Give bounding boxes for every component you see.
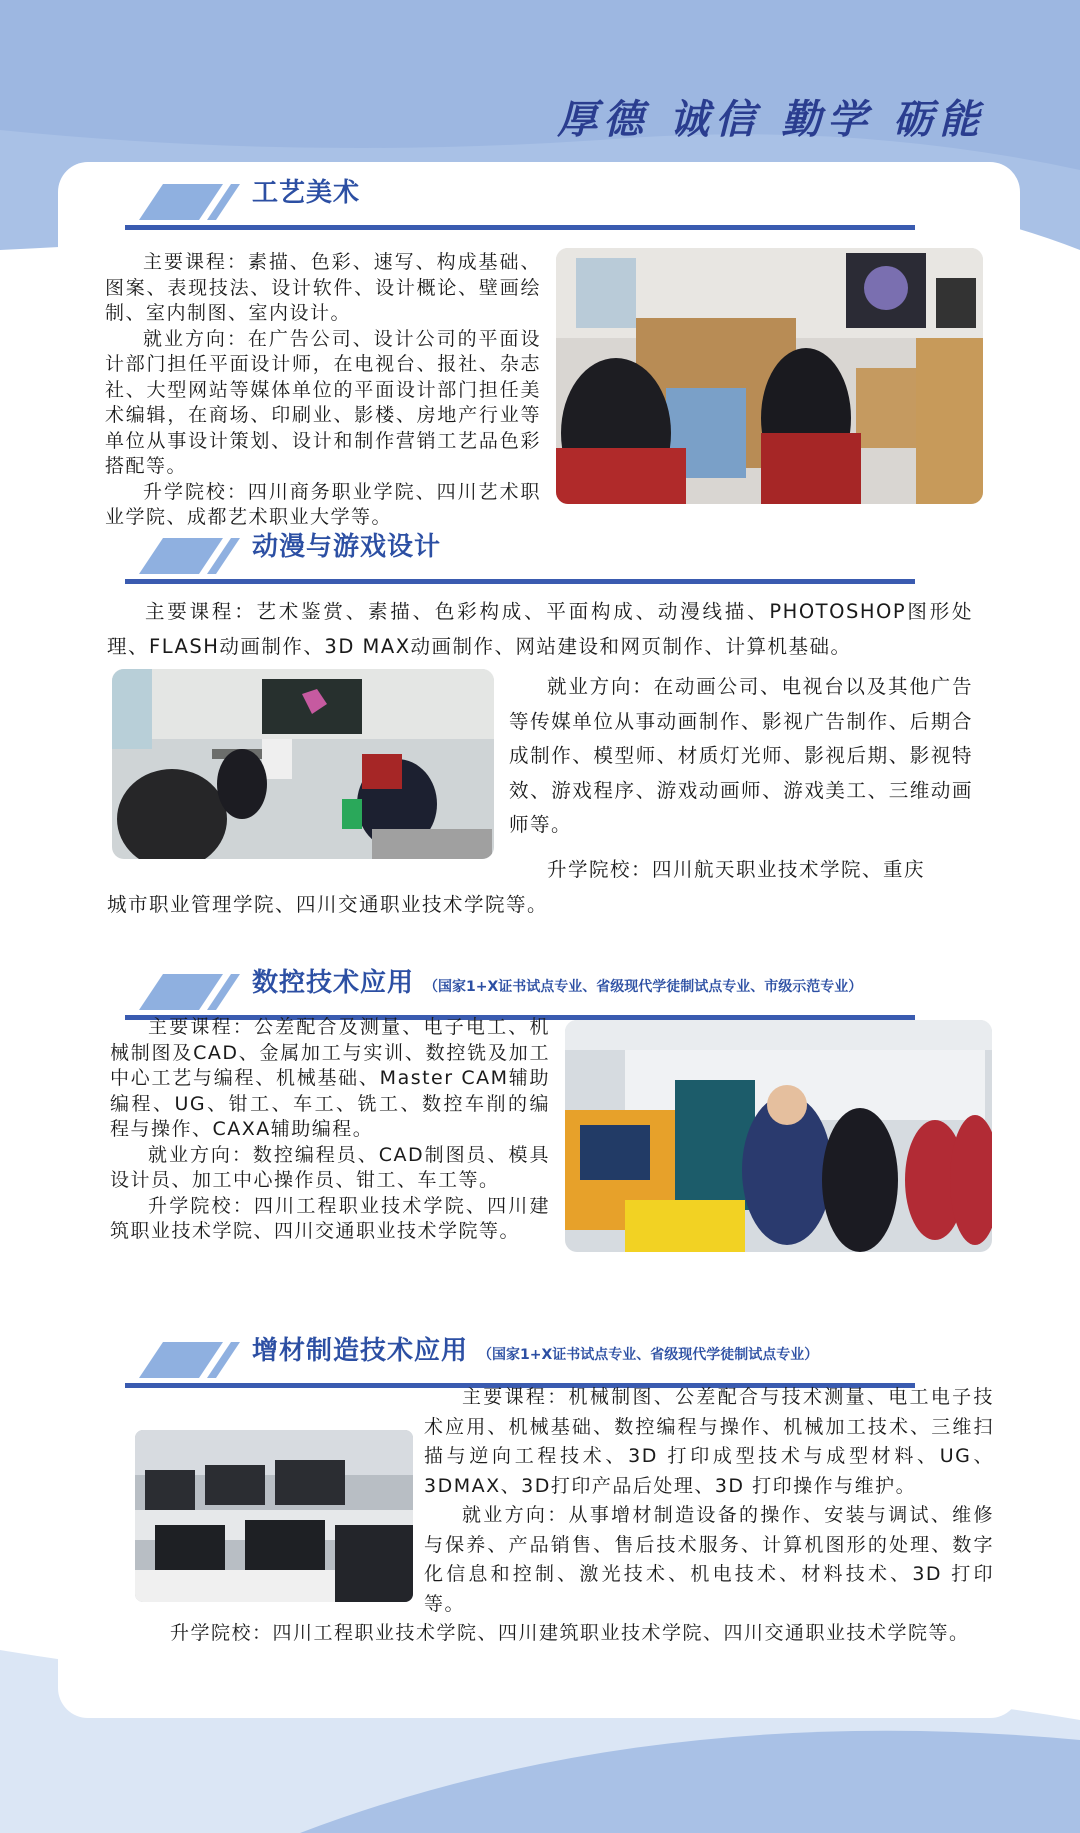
- schools-text: 升学院校：四川工程职业技术学院、四川建筑职业技术学院、四川交通职业技术学院等。: [170, 1622, 970, 1644]
- section-title: 工艺美术: [252, 178, 361, 208]
- schools-text: 升学院校：四川航天职业技术学院、重庆 城市职业管理学院、四川交通职业技术学院等。: [107, 858, 926, 916]
- section-note: （国家1+X证书试点专业、省级现代学徒制试点专业、市级示范专业）: [424, 979, 863, 995]
- jobs-text: 就业方向：从事增材制造设备的操作、安装与调试、维修与保养、产品销售、售后技术服务、计算机图形的处理、数字化信息和控制、激光技术、机电技术、材料技术、3D 打印等。: [424, 1504, 994, 1615]
- courses-text: 主要课程：素描、色彩、速写、构成基础、图案、表现技法、设计软件、设计概论、壁画绘制、室内制图、室内设计。: [105, 251, 541, 324]
- section-rule: [125, 579, 915, 584]
- section-title: 动漫与游戏设计: [252, 532, 442, 562]
- courses-text: 主要课程：公差配合及测量、电子电工、机械制图及CAD、金属加工与实训、数控铣及加工中心工艺与编程、机械基础、Master CAM辅助编程、UG、钳工、车工、铣工、数控车削的编程与操作、CAXA辅助编程。: [110, 1016, 550, 1140]
- section-header-additive: [125, 1316, 915, 1388]
- stripes-icon: [125, 974, 240, 1010]
- section-rule: [125, 225, 915, 230]
- courses-text: 主要课程：艺术鉴赏、素描、色彩构成、平面构成、动漫线描、PHOTOSHOP图形处理、FLASH动画制作、3D MAX动画制作、网站建设和网页制作、计算机基础。: [107, 600, 973, 658]
- section-header-animation: [125, 512, 915, 584]
- section-text-cnc: [110, 1015, 550, 1245]
- photo-art-class: [556, 248, 983, 504]
- school-motto: 厚德 诚信 勤学 砺能: [557, 96, 985, 143]
- section-header-arts: [125, 158, 915, 230]
- stripes-icon: [125, 184, 240, 220]
- section-text-arts: [105, 250, 541, 531]
- section-note: （国家1+X证书试点专业、省级现代学徒制试点专业）: [478, 1347, 819, 1363]
- section-title: 数控技术应用 （国家1+X证书试点专业、省级现代学徒制试点专业、市级示范专业）: [252, 968, 863, 998]
- photo-cnc-workshop: [565, 1020, 992, 1252]
- jobs-text: 就业方向：在动画公司、电视台以及其他广告等传媒单位从事动画制作、影视广告制作、后期合成制作、模型师、材质灯光师、影视后期、影视特效、游戏程序、游戏动画师、游戏美工、三维动画师等。: [509, 675, 973, 836]
- section-header-cnc: [125, 948, 915, 1020]
- section-title: 增材制造技术应用 （国家1+X证书试点专业、省级现代学徒制试点专业）: [252, 1336, 819, 1366]
- stripes-icon: [125, 1342, 240, 1378]
- photo-3d-printing-lab: [135, 1430, 413, 1602]
- jobs-text: 就业方向：在广告公司、设计公司的平面设计部门担任平面设计师，在电视台、报社、杂志社、大型网站等媒体单位的平面设计部门担任美术编辑，在商场、印刷业、影楼、房地产行业等单位从事设计策划、设计和制作营销工艺品色彩搭配等。: [105, 327, 541, 477]
- stripes-icon: [125, 538, 240, 574]
- jobs-text: 就业方向：数控编程员、CAD制图员、模具设计员、加工中心操作员、钳工、车工等。: [110, 1143, 550, 1191]
- photo-computer-lab: [112, 669, 494, 859]
- schools-text: 升学院校：四川工程职业技术学院、四川建筑职业技术学院、四川交通职业技术学院等。: [110, 1194, 550, 1242]
- schools-text: 升学院校：四川商务职业学院、四川艺术职业学院、成都艺术职业大学等。: [105, 480, 541, 528]
- courses-text: 主要课程：机械制图、公差配合与技术测量、电工电子技术应用、机械基础、数控编程与操作、机械加工技术、三维扫描与逆向工程技术、3D 打印成型技术与成型材料、UG、3DMAX、3D打印产品后处理、3D 打印操作与维护。: [424, 1386, 994, 1497]
